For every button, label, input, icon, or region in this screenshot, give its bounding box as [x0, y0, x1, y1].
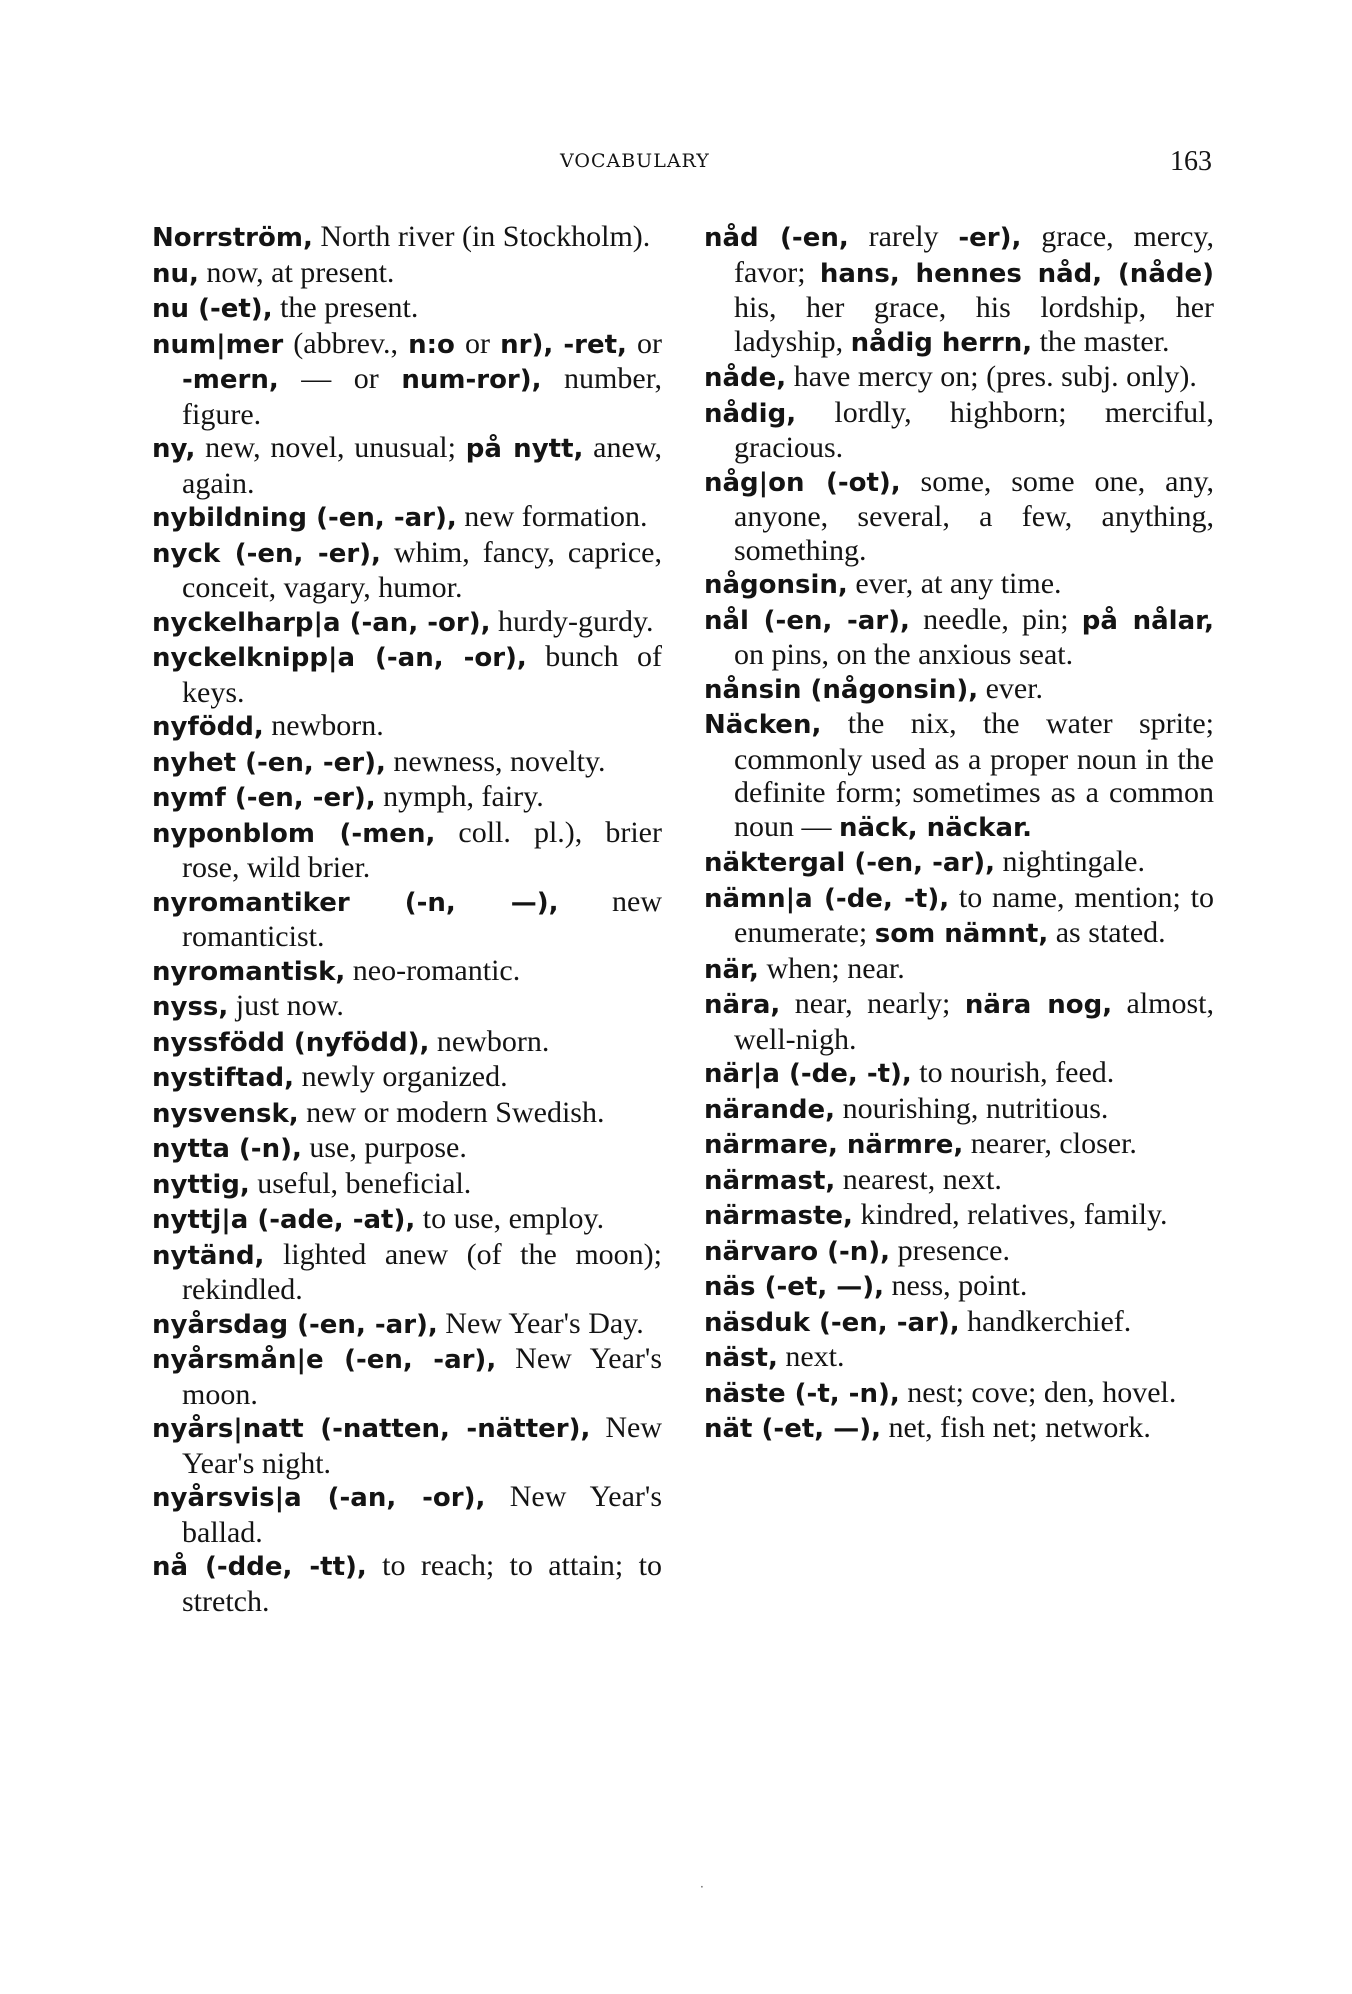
entry-definition: presence.: [890, 1233, 1010, 1267]
dictionary-entry: [152, 1480, 662, 1549]
dictionary-entry: [704, 567, 1214, 603]
entry-headword: nyssfödd (nyfödd),: [152, 1027, 430, 1058]
entry-headword: nyårsdag (-en, -ar),: [152, 1309, 438, 1340]
entry-headword: nyårs|natt (-natten, -nätter),: [152, 1414, 591, 1444]
dictionary-entry: [704, 1056, 1214, 1092]
entry-definition: use, purpose.: [301, 1131, 467, 1164]
entry-definition: or: [626, 326, 663, 360]
entry-headword: någonsin,: [704, 570, 848, 600]
entry-headword: nu (-et),: [152, 294, 273, 324]
entry-headword: närmare, närmre,: [704, 1130, 964, 1160]
entry-definition: have mercy on; (pres. subj. only).: [786, 360, 1197, 393]
dictionary-entry: [152, 1167, 662, 1203]
entry-definition: net, fish net; network.: [880, 1411, 1151, 1444]
entry-definition: newborn.: [263, 709, 384, 742]
entry-headword: nytta (-n),: [152, 1134, 302, 1164]
dictionary-entry: [704, 396, 1214, 465]
entry-definition: handkerchief.: [959, 1304, 1132, 1338]
dictionary-entry: [152, 256, 662, 292]
entry-headword: näst,: [704, 1343, 778, 1373]
dictionary-entry: [152, 220, 662, 256]
entry-definition: grace, mercy, favor;: [734, 220, 1214, 289]
dictionary-entry: [152, 640, 662, 709]
dictionary-entry: [704, 845, 1214, 881]
dictionary-entry: [704, 1340, 1214, 1376]
entry-headword: nyårsmån|e (-en, -ar),: [152, 1345, 497, 1375]
entry-definition: [553, 327, 563, 360]
entry-headword: nådig,: [704, 398, 797, 429]
dictionary-entry: [152, 1342, 662, 1411]
dictionary-entry: [152, 500, 662, 536]
entry-definition: almost, well-nigh.: [734, 987, 1214, 1056]
entry-headword: någ|on (-ot),: [704, 467, 901, 498]
entry-headword: nyfödd,: [152, 712, 264, 742]
entry-definition: newly organized.: [294, 1060, 508, 1093]
dictionary-entry: [704, 603, 1214, 672]
entry-headword: nyponblom (-men,: [152, 818, 436, 849]
entry-definition: near, nearly;: [780, 987, 965, 1020]
entry-definition: now, at present.: [198, 255, 395, 289]
entry-definition: nourishing, nutritious.: [835, 1091, 1109, 1125]
entry-headword: nåde,: [704, 363, 787, 393]
entry-headword: näktergal (-en, -ar),: [704, 848, 996, 878]
entry-definition: nest; cove; den, hovel.: [899, 1375, 1177, 1409]
entry-headword: nyttig,: [152, 1169, 250, 1200]
entry-definition: ever, at any time.: [847, 567, 1062, 600]
entry-headword: på nytt,: [465, 434, 584, 464]
entry-headword: num-ror),: [401, 365, 542, 395]
entry-definition: new romanticist.: [182, 884, 662, 953]
dictionary-entry: [704, 952, 1214, 988]
entry-headword: num|mer: [152, 329, 284, 360]
entry-headword: nådig herrn,: [850, 327, 1033, 358]
entry-headword: nystiftad,: [152, 1063, 295, 1093]
dictionary-entry: [152, 536, 662, 605]
entry-definition: (abbrev.,: [283, 326, 409, 360]
scan-speck: ·: [700, 1880, 704, 1894]
entry-headword: nyromantisk,: [152, 956, 346, 987]
entry-definition: newborn.: [429, 1024, 550, 1058]
entry-definition: rarely: [848, 220, 959, 253]
dictionary-entry: [152, 1096, 662, 1132]
entry-definition: — or: [278, 362, 402, 395]
entry-definition: ever.: [978, 671, 1044, 705]
entry-definition: New Year's moon.: [182, 1342, 662, 1411]
entry-headword: Norrström,: [152, 223, 313, 253]
dictionary-entry: [152, 885, 662, 954]
entry-headword: närande,: [704, 1094, 836, 1125]
entry-headword: -ret,: [563, 329, 627, 360]
entry-definition: new or modern Swedish.: [298, 1095, 605, 1129]
entry-definition: as stated.: [1048, 916, 1166, 949]
entry-headword: näsduk (-en, -ar),: [704, 1307, 960, 1338]
dictionary-entry: [704, 1198, 1214, 1234]
entry-definition: neo-romantic.: [345, 953, 521, 987]
dictionary-entry: [152, 327, 662, 432]
dictionary-entry: [152, 605, 662, 641]
entry-definition: the master.: [1032, 324, 1170, 358]
dictionary-entry: [704, 465, 1214, 568]
entry-headword: nybildning (-en, -ar),: [152, 503, 457, 533]
entry-headword: nyromantiker (-n, —),: [152, 887, 559, 918]
entry-definition: bunch of keys.: [182, 640, 662, 709]
entry-headword: närmast,: [704, 1165, 836, 1196]
entry-headword: hans, hennes nåd, (nåde): [819, 258, 1214, 289]
entry-definition: on pins, on the anxious seat.: [734, 638, 1074, 671]
dictionary-entry: [704, 672, 1214, 708]
entry-definition: whim, fancy, caprice, conceit, vagary, humor.: [182, 535, 662, 604]
entry-definition: or: [454, 326, 501, 360]
entry-headword: nr),: [500, 329, 554, 360]
entry-definition: ness, point.: [884, 1269, 1028, 1302]
entry-definition: nymph, fairy.: [375, 780, 544, 813]
entry-headword: näste (-t, -n),: [704, 1378, 900, 1409]
entry-definition: next.: [777, 1340, 845, 1373]
entry-definition: new, novel, unusual;: [195, 431, 466, 464]
dictionary-entry: [704, 1092, 1214, 1128]
entry-definition: kindred, relatives, family.: [852, 1198, 1168, 1231]
entry-headword: näck, näckar.: [839, 812, 1032, 843]
entry-definition: needle, pin;: [909, 602, 1082, 636]
page-number: 163: [1170, 146, 1212, 177]
entry-definition: New Year's Day.: [437, 1306, 644, 1340]
dictionary-entry: [152, 1202, 662, 1238]
entry-headword: nyttj|a (-ade, -at),: [152, 1205, 416, 1235]
entry-definition: his, her grace, his lordship, her ladyship,: [734, 291, 1214, 358]
entry-definition: to reach; to attain; to stretch.: [182, 1549, 662, 1618]
right-column: [704, 220, 1214, 1447]
dictionary-entry: [704, 1376, 1214, 1412]
entry-definition: useful, beneficial.: [249, 1166, 472, 1200]
entry-definition: North river (in Stockholm).: [312, 220, 651, 253]
dictionary-entry: [704, 707, 1214, 845]
entry-definition: lighted anew (of the moon); rekindled.: [182, 1237, 662, 1306]
entry-headword: nyck (-en, -er),: [152, 538, 381, 569]
dictionary-entry: [152, 1411, 662, 1480]
entry-headword: nysvensk,: [152, 1098, 299, 1129]
entry-definition: hurdy-gurdy.: [490, 604, 654, 638]
entry-headword: nu,: [152, 258, 199, 289]
entry-headword: när|a (-de, -t),: [704, 1059, 912, 1089]
entry-definition: anew, again.: [182, 431, 662, 500]
entry-headword: nå (-dde, -tt),: [152, 1552, 367, 1582]
entry-headword: närmaste,: [704, 1201, 853, 1231]
entry-definition: just now.: [228, 989, 344, 1022]
dictionary-entry: [152, 780, 662, 816]
entry-definition: nearer, closer.: [963, 1127, 1137, 1160]
dictionary-entry: [152, 745, 662, 781]
entry-definition: to name, mention; to enumerate;: [734, 880, 1214, 949]
dictionary-entry: [152, 1131, 662, 1167]
dictionary-entry: [152, 1025, 662, 1061]
entry-definition: nightingale.: [995, 845, 1145, 878]
entry-headword: nät (-et, —),: [704, 1414, 881, 1444]
entry-headword: närvaro (-n),: [704, 1236, 891, 1267]
entry-definition: New Year's ballad.: [182, 1480, 662, 1549]
dictionary-entry: [704, 1411, 1214, 1447]
entry-headword: näs (-et, —),: [704, 1272, 885, 1302]
entry-definition: when; near.: [758, 951, 905, 985]
dictionary-entry: [152, 816, 662, 885]
running-title: VOCABULARY: [560, 150, 710, 172]
entry-headword: nytänd,: [152, 1240, 265, 1271]
dictionary-entry: [704, 1163, 1214, 1199]
dictionary-entry: [152, 291, 662, 327]
entry-definition: to use, employ.: [415, 1202, 605, 1235]
dictionary-entry: [152, 1060, 662, 1096]
dictionary-entry: [152, 989, 662, 1025]
dictionary-entry: [152, 431, 662, 500]
entry-headword: nyckelknipp|a (-an, -or),: [152, 643, 527, 673]
entry-definition: some, some one, any, anyone, several, a few, anything, something.: [734, 464, 1214, 567]
entry-headword: nyckelharp|a (-an, -or),: [152, 607, 491, 638]
entry-headword: nymf (-en, -er),: [152, 783, 376, 813]
entry-headword: nära nog,: [964, 990, 1113, 1020]
entry-definition: nearest, next.: [835, 1162, 1002, 1196]
entry-definition: number, figure.: [182, 362, 662, 431]
dictionary-entry: [704, 360, 1214, 396]
dictionary-entry: [704, 987, 1214, 1056]
entry-headword: när,: [704, 954, 759, 985]
dictionary-entry: [152, 1549, 662, 1618]
entry-definition: new formation.: [456, 500, 648, 533]
dictionary-entry: [704, 1127, 1214, 1163]
entry-headword: nåd (-en,: [704, 223, 849, 253]
entry-headword: nyårsvis|a (-an, -or),: [152, 1483, 486, 1513]
entry-definition: the present.: [272, 291, 419, 324]
entry-definition: lordly, highborn; merciful, gracious.: [734, 395, 1214, 464]
entry-headword: ny,: [152, 434, 196, 464]
entry-headword: nånsin (någonsin),: [704, 674, 979, 705]
entry-headword: nyss,: [152, 992, 229, 1022]
left-column: [152, 220, 662, 1618]
entry-headword: nämn|a (-de, -t),: [704, 883, 950, 914]
entry-headword: n:o: [408, 329, 455, 360]
entry-definition: coll. pl.), brier rose, wild brier.: [182, 815, 662, 884]
dictionary-entry: [152, 954, 662, 990]
entry-headword: på nålar,: [1081, 605, 1214, 636]
dictionary-entry: [152, 1307, 662, 1343]
dictionary-entry: [704, 1305, 1214, 1341]
dictionary-entry: [704, 220, 1214, 360]
dictionary-entry: [152, 1238, 662, 1307]
entry-definition: to nourish, feed.: [911, 1056, 1115, 1089]
dictionary-entry: [704, 1269, 1214, 1305]
dictionary-entry: [704, 1234, 1214, 1270]
dictionary-entry: [152, 709, 662, 745]
entry-definition: New Year's night.: [182, 1411, 662, 1480]
entry-headword: nål (-en, -ar),: [704, 605, 910, 636]
entry-definition: newness, novelty.: [385, 744, 606, 778]
entry-headword: nyhet (-en, -er),: [152, 747, 386, 778]
entry-headword: -mern,: [182, 365, 279, 395]
entry-headword: Näcken,: [704, 710, 822, 740]
dictionary-entry: [704, 881, 1214, 952]
entry-headword: -er),: [958, 223, 1022, 253]
entry-headword: som nämnt,: [874, 919, 1049, 949]
entry-headword: nära,: [704, 990, 781, 1020]
entry-definition: the nix, the water sprite; commonly used as a proper noun in the definite form; sometimes as a common noun —: [734, 707, 1214, 843]
